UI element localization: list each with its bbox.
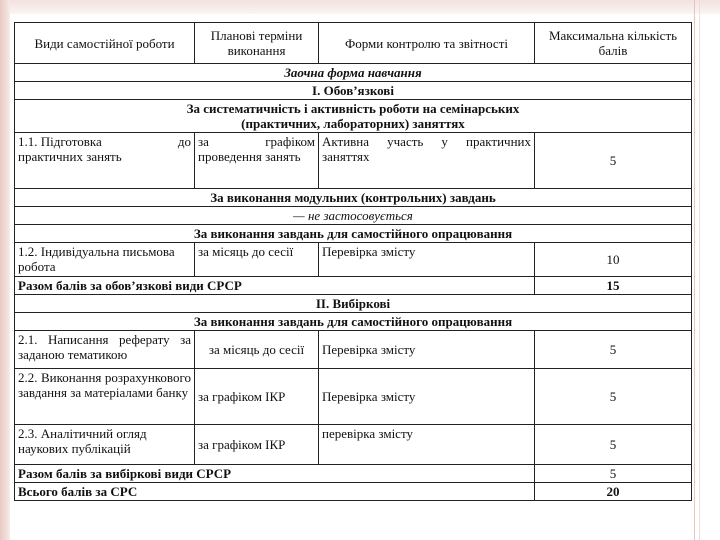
row5-activity: 2.3. Аналітичний огляд наукових публікацій — [15, 425, 195, 465]
section1-sub3-row — [15, 225, 692, 243]
grand-total-label: Всього балів за СРС — [15, 483, 535, 501]
slide-right-rule-2 — [699, 0, 700, 540]
not-applicable-row — [15, 207, 692, 225]
row1-activity-c: практичних занять — [18, 149, 122, 164]
section1-title: І. Обов’язкові — [15, 82, 692, 100]
section1-sub2: За виконання модульних (контрольних) завдань — [15, 189, 692, 207]
grand-total-row — [15, 483, 692, 501]
section2-total-row — [15, 465, 692, 483]
section1-sub1: За систематичність і активність роботи на семінарських (практичних, лабораторних) заняттях — [15, 100, 692, 133]
slide-top-border — [0, 0, 720, 14]
row1-term-c: проведення занять — [198, 149, 301, 164]
section2-title-row — [15, 295, 692, 313]
row2-points: 10 — [535, 243, 692, 277]
row4-points: 5 — [535, 369, 692, 425]
form-title: Заочна форма навчання — [15, 64, 692, 82]
section2-total-points: 5 — [535, 465, 692, 483]
section2-sub1: За виконання завдань для самостійного опрацювання — [15, 313, 692, 331]
row1-activity-b: до — [177, 134, 191, 149]
grand-total-points: 20 — [535, 483, 692, 501]
row1-control: Активна участь у практичних заняттях — [319, 133, 535, 189]
row5-term: за графіком ІКР — [195, 425, 319, 465]
table-row — [15, 243, 692, 277]
row1-term — [195, 133, 319, 189]
slide-right-rule — [694, 0, 695, 540]
row3-points: 5 — [535, 331, 692, 369]
row4-activity: 2.2. Виконання розрахункового завдання за матеріалами банку — [15, 369, 195, 425]
row4-term: за графіком ІКР — [195, 369, 319, 425]
row5-points: 5 — [535, 425, 692, 465]
table-header-row — [15, 23, 692, 64]
row2-activity: 1.2. Індивідуальна письмова робота — [15, 243, 195, 277]
row3-control: Перевірка змісту — [319, 331, 535, 369]
header-work-type: Види самостійної роботи — [15, 23, 195, 64]
row3-activity: 2.1. Написання реферату за заданою тематикою — [15, 331, 195, 369]
row3-term: за місяць до сесії — [195, 331, 319, 369]
section2-title: ІІ. Вибіркові — [15, 295, 692, 313]
section1-sub2-row — [15, 189, 692, 207]
row1-activity-a: 1.1. Підготовка — [18, 134, 102, 149]
row2-control: Перевірка змісту — [319, 243, 535, 277]
table-row — [15, 425, 692, 465]
row1-term-b: графіком — [265, 134, 315, 149]
section1-sub1-row — [15, 100, 692, 133]
form-title-row — [15, 64, 692, 82]
row1-activity — [15, 133, 195, 189]
header-control-forms: Форми контролю та звітності — [319, 23, 535, 64]
independent-work-table — [14, 22, 692, 501]
row5-control: перевірка змісту — [319, 425, 535, 465]
header-planned-terms: Планові терміни виконання — [195, 23, 319, 64]
row4-control: Перевірка змісту — [319, 369, 535, 425]
row2-term: за місяць до сесії — [195, 243, 319, 277]
section1-total-row — [15, 277, 692, 295]
row1-points: 5 — [535, 133, 692, 189]
section1-title-row — [15, 82, 692, 100]
table-row — [15, 331, 692, 369]
section1-total-label: Разом балів за обов’язкові види СРСР — [15, 277, 535, 295]
section1-total-points: 15 — [535, 277, 692, 295]
header-max-points: Максимальна кількість балів — [535, 23, 692, 64]
not-applicable-note: — не застосовується — [15, 207, 692, 225]
table-row — [15, 369, 692, 425]
section2-sub1-row — [15, 313, 692, 331]
slide-left-border — [0, 0, 10, 540]
section1-sub3: За виконання завдань для самостійного опрацювання — [15, 225, 692, 243]
section2-total-label: Разом балів за вибіркові види СРСР — [15, 465, 535, 483]
row1-term-a: за — [198, 134, 209, 149]
table-row — [15, 133, 692, 189]
